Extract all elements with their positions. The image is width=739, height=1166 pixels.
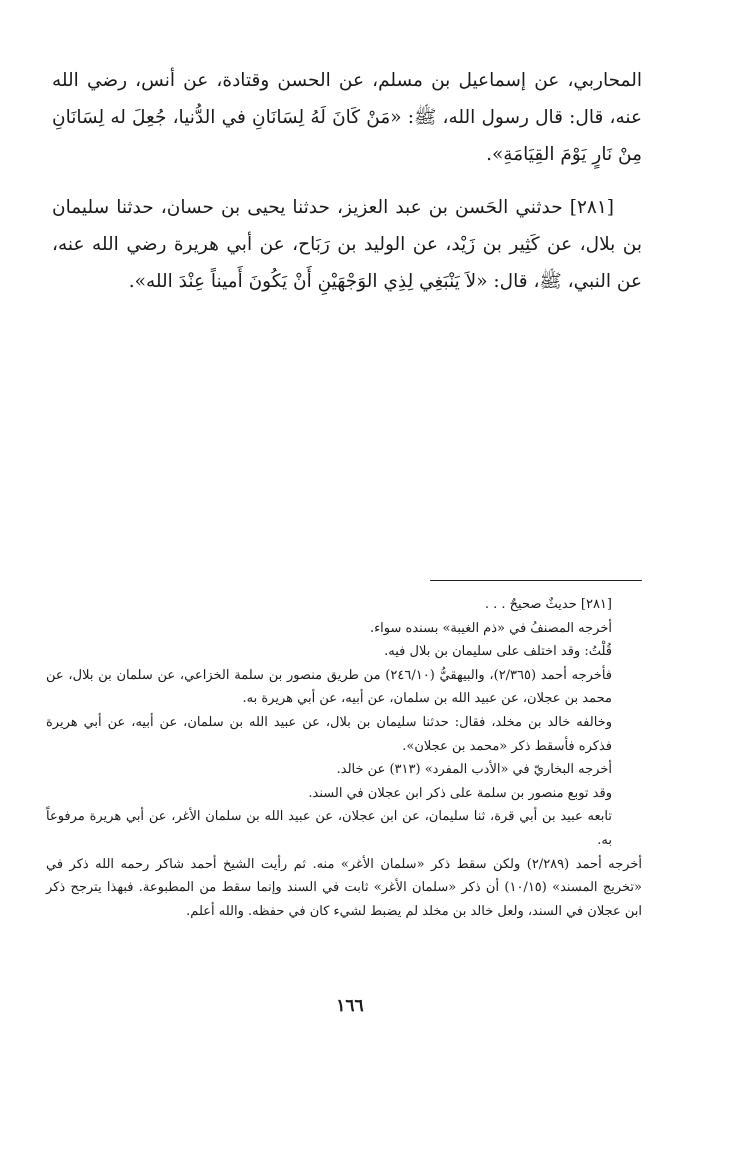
paragraph-hadith-281: [٢٨١] حدثني الحَسن بن عبد العزيز، حدثنا يحيى بن حسان، حدثنا سليمان بن بلال، عن كَثِير بن زَيْد، عن الوليد بن رَبَاح، عن أبي هريرة رضي الله عنه، عن النبي، ﷺ، قال: «لاَ يَنْبَغِي لِذِي الوَجْهَيْنِ أَنْ يَكُونَ أَميناً عِنْدَ الله».	[52, 197, 642, 292]
footnotes	[46, 593, 642, 923]
footnote-line: قُلْتُ: وقد اختلف على سليمان بن بلال فيه.	[384, 644, 612, 660]
footnote-line: وخالفه خالد بن مخلد، فقال: حدثنا سليمان بن بلال، عن عبيد الله بن سلمان، عن أبيه، عن أبي هريرة فذكره فأسقط ذكر «محمد بن عجلان».	[46, 714, 612, 754]
footnote-line: أخرجه المصنفُ في «ذم الغيبة» بسنده سواء.	[369, 620, 612, 636]
footnote-heading: [٢٨١] حديثٌ صحيحٌ . . .	[484, 597, 612, 612]
main-text	[52, 62, 642, 316]
footnote-line: تابعه عبيد بن أبي قرة، ثنا سليمان، عن ابن عجلان، عن عبيد الله بن سلمان الأغر، عن أبي هريرة مرفوعاً به.	[46, 809, 612, 848]
page-number: ١٦٦	[336, 996, 364, 1016]
footnote-line: فأخرجه أحمد (٢/٣٦٥)، والبيهقيُّ (٢٤٦/١٠) من طريق منصور بن سلمة الخزاعي، عن سلمان بن بلال، عن محمد بن عجلان، عن عبيد الله بن سلمان، عن أبيه، عن أبي هريرة به.	[46, 667, 612, 707]
paragraph-hadith-280: المحاربي، عن إسماعيل بن مسلم، عن الحسن وقتادة، عن أنس، رضي الله عنه، قال: قال رسول الله، ﷺ: «مَنْ كَانَ لَهُ لِسَانَانِ في الدُّنيا، جُعِلَ له لِسَانَانِ مِنْ نَارٍ يَوْمَ القِيَامَةِ».	[52, 70, 642, 165]
footnote-line: وقد توبع منصور بن سلمة على ذكر ابن عجلان في السند.	[308, 785, 612, 801]
footnote-line: أخرجه البخاريّ في «الأدب المفرد» (٣١٣) عن خالد.	[336, 762, 612, 778]
footnote-line: أخرجه أحمد (٢/٢٨٩) ولكن سقط ذكر «سلمان الأغر» منه. ثم رأيت الشيخ أحمد شاكر رحمه الله ذكر في «تخريج المسند» (١٠/١٥) أن ذكر «سلمان الأغر» ثابت في السند وإنما سقط من المطبوعة. فبهذا يترجح ذكر ابن عجلان في السند، ولعل خالد بن مخلد لم يضبط لشيء كان في حفظه. والله أعلم.	[46, 856, 642, 919]
footnote-divider	[430, 580, 642, 581]
